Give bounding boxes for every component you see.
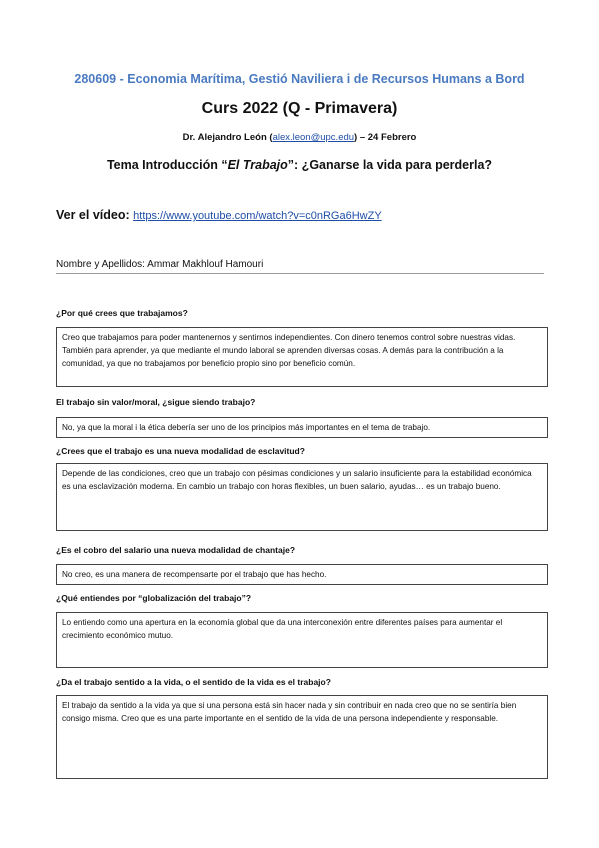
answer-box: Lo entiendo como una apertura en la economía global que da una interconexión entre diferentes países para aumentar el crecimiento económico mutuo. <box>56 612 548 668</box>
answer-box: Creo que trabajamos para poder mantenernos y sentirnos independientes. Con dinero tenemos control sobre nuestras vidas. También para aprender, ya que mediante el mundo laboral se aprenden diversas cosas. A demás para la contribución a la comunidad, ya que no trabajamos por beneficio propio sino por beneficio común. <box>56 327 548 387</box>
answer-box: No, ya que la moral i la ética debería ser uno de los principios más importantes en el tema de trabajo. <box>56 417 548 438</box>
question-label: ¿Es el cobro del salario una nueva modalidad de chantaje? <box>56 545 296 555</box>
theme-suffix: ”: ¿Ganarse la vida para perderla? <box>287 158 493 172</box>
professor-email-link[interactable]: alex.leon@upc.edu <box>272 132 355 143</box>
course-year: Curs 2022 (Q - Primavera) <box>201 100 398 117</box>
question-label: ¿Da el trabajo sentido a la vida, o el sentido de la vida es el trabajo? <box>56 677 331 687</box>
answer-box: No creo, es una manera de recompensarte por el trabajo que has hecho. <box>56 564 548 585</box>
video-label: Ver el vídeo: <box>56 208 130 222</box>
professor-line <box>0 132 599 143</box>
video-line <box>56 208 382 222</box>
student-name-field: Nombre y Apellidos: Ammar Makhlouf Hamouri <box>56 259 544 274</box>
question-label: ¿Qué entiendes por “globalización del trabajo”? <box>56 593 252 603</box>
course-title: 280609 - Economia Marítima, Gestió Naviliera i de Recursos Humans a Bord <box>74 72 525 86</box>
lecture-date: ) – 24 Febrero <box>354 132 417 143</box>
professor-name: Dr. Alejandro León ( <box>182 132 273 143</box>
theme-emphasis: El Trabajo <box>227 158 288 172</box>
question-label: ¿Crees que el trabajo es una nueva modalidad de esclavitud? <box>56 446 305 456</box>
answer-box: El trabajo da sentido a la vida ya que si una persona está sin hacer nada y sin contribuir en nada creo que no se sentiría bien consigo misma. Creo que es una parte importante en el sentido de la vida de una persona independiente y responsable. <box>56 695 548 779</box>
question-label: El trabajo sin valor/moral, ¿sigue siendo trabajo? <box>56 397 256 407</box>
question-label: ¿Por qué crees que trabajamos? <box>56 308 188 318</box>
video-link[interactable]: https://www.youtube.com/watch?v=c0nRGa6HwZY <box>133 210 382 222</box>
theme-prefix: Tema Introducción “ <box>106 158 228 172</box>
theme-title <box>0 158 599 172</box>
answer-box: Depende de las condiciones, creo que un trabajo con pésimas condiciones y un salario insuficiente para la estabilidad económica es una esclavización moderna. En cambio un trabajo con horas flexibles, un buen salario, ayudas… es un trabajo bueno. <box>56 463 548 531</box>
